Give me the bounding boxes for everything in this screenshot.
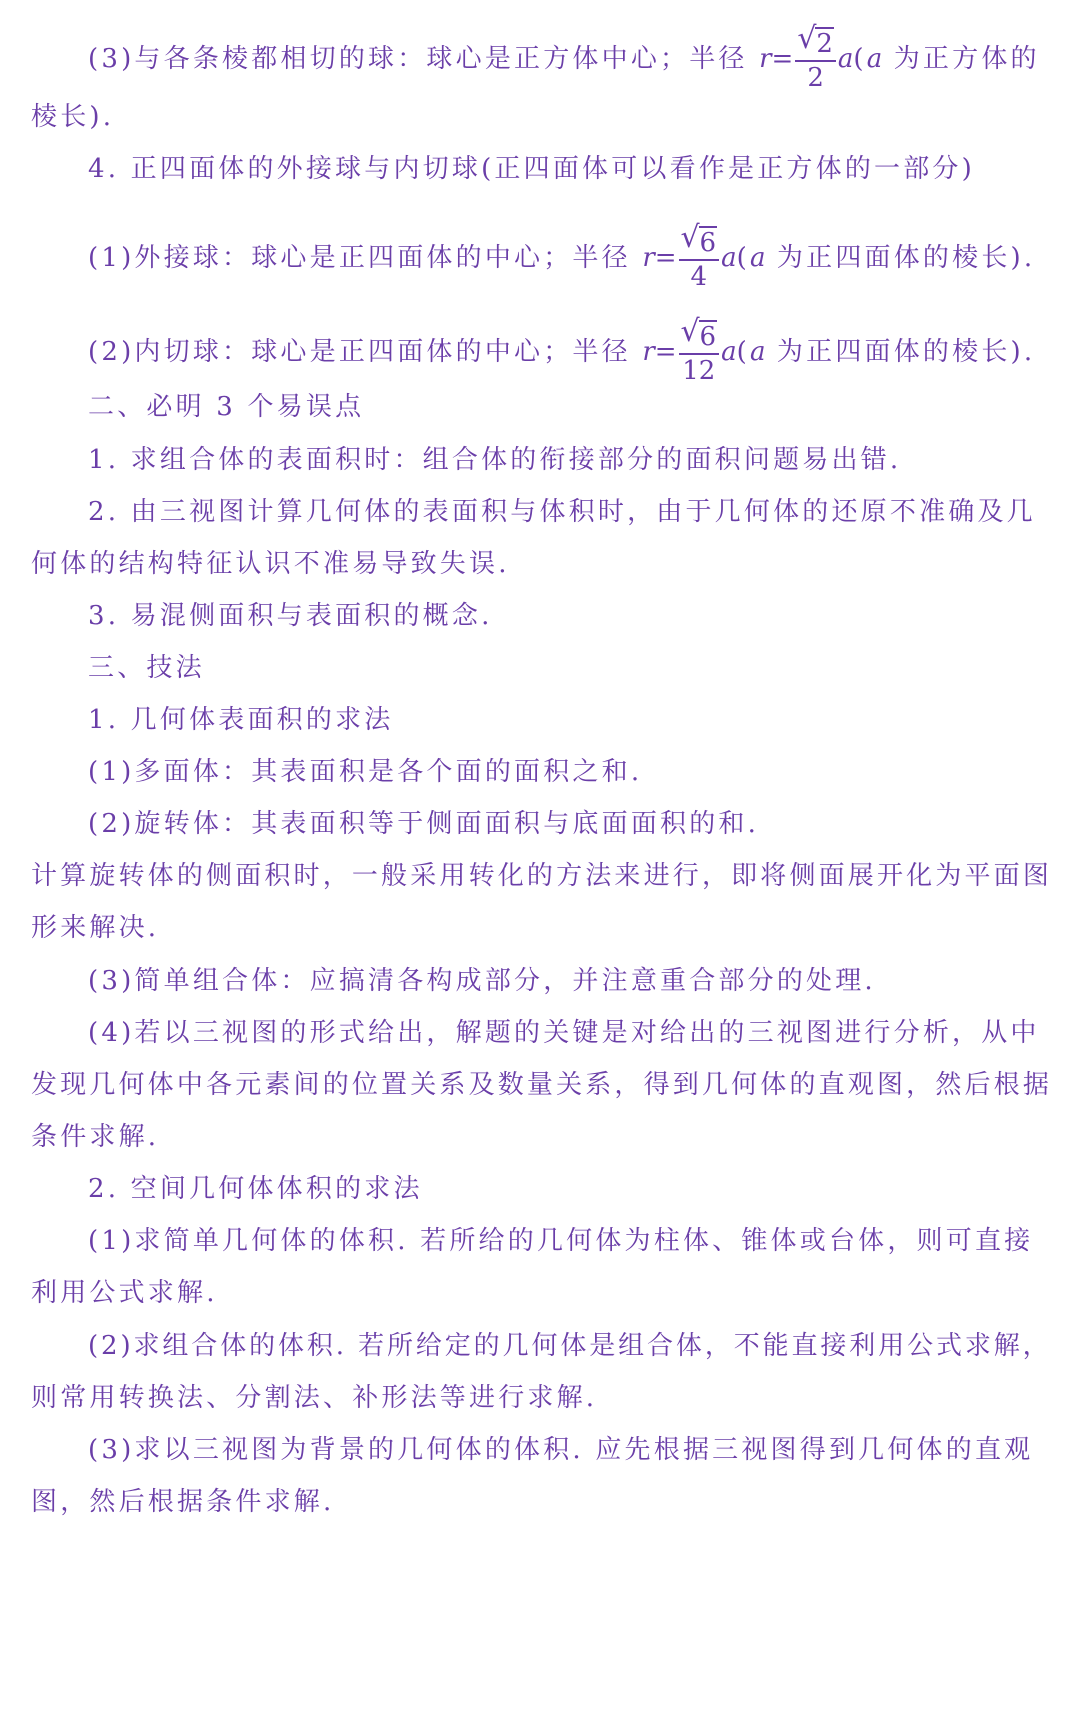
text-line: (2)求组合体的体积. 若所给定的几何体是组合体，不能直接利用公式求解， <box>88 1331 1052 1361</box>
text-line: (3)简单组合体：应搞清各构成部分，并注意重合部分的处理. <box>88 966 876 996</box>
text-segment: 为正四面体的棱长). <box>765 337 1036 367</box>
sqrt-symbol <box>797 27 834 59</box>
text-line-sphere-tangent-edges <box>88 27 1040 93</box>
section-heading-techniques: 三、技法 <box>88 653 205 683</box>
text-segment: ( <box>853 44 867 74</box>
text-segment: (1)外接球：球心是正四面体的中心；半径 <box>88 243 631 273</box>
edge-variable: a <box>721 337 737 367</box>
radius-symbol: r= <box>642 337 677 367</box>
edge-variable: a <box>721 243 737 273</box>
denominator: 2 <box>807 63 824 93</box>
denominator: 4 <box>690 262 708 292</box>
text-line: 棱长). <box>31 102 115 132</box>
subsection-heading-surface-area: 1. 几何体表面积的求法 <box>88 705 394 735</box>
fraction-sqrt2-over-2 <box>795 27 836 93</box>
text-line: (2)旋转体：其表面积等于侧面面积与底面面积的和. <box>88 809 760 839</box>
text-line: 2. 由三视图计算几何体的表面积与体积时，由于几何体的还原不准确及几 <box>88 497 1036 527</box>
edge-variable: a <box>866 44 883 74</box>
text-line: (4)若以三视图的形式给出，解题的关键是对给出的三视图进行分析，从中 <box>88 1018 1040 1048</box>
text-line: 条件求解. <box>31 1122 160 1152</box>
edge-variable: a <box>749 243 766 273</box>
text-segment: 为正四面体的棱长). <box>765 243 1036 273</box>
radius-symbol: r= <box>759 44 794 74</box>
text-line-circumscribed-sphere <box>88 226 1035 292</box>
edge-variable: a <box>837 44 854 74</box>
sqrt-symbol <box>681 320 718 352</box>
section-heading-pitfalls: 二、必明 3 个易误点 <box>88 392 365 422</box>
fraction-sqrt6-over-12 <box>679 320 720 386</box>
text-line-inscribed-sphere <box>88 320 1035 386</box>
text-line: (1)求简单几何体的体积. 若所给的几何体为柱体、锥体或台体，则可直接 <box>88 1226 1034 1256</box>
sqrt-symbol <box>681 226 718 258</box>
radius-symbol: r= <box>642 243 677 273</box>
text-segment: (2)内切球：球心是正四面体的中心；半径 <box>88 337 631 367</box>
denominator: 12 <box>682 356 716 386</box>
radicand: 2 <box>816 29 833 59</box>
text-line: (3)求以三视图为背景的几何体的体积. 应先根据三视图得到几何体的直观 <box>88 1435 1034 1465</box>
text-line: 发现几何体中各元素间的位置关系及数量关系，得到几何体的直观图，然后根据 <box>31 1070 1053 1100</box>
subsection-heading-volume: 2. 空间几何体体积的求法 <box>88 1174 423 1204</box>
text-line: 利用公式求解. <box>31 1278 218 1308</box>
text-line: 1. 求组合体的表面积时：组合体的衔接部分的面积问题易出错. <box>88 445 902 475</box>
radicand: 6 <box>699 322 717 352</box>
text-line: (1)多面体：其表面积是各个面的面积之和. <box>88 757 643 787</box>
text-line: 形来解决. <box>31 913 160 943</box>
text-line: 则常用转换法、分割法、补形法等进行求解. <box>31 1383 598 1413</box>
radicand: 6 <box>699 228 717 258</box>
text-segment: (3)与各条棱都相切的球：球心是正方体中心；半径 <box>88 44 748 74</box>
text-line: 3. 易混侧面积与表面积的概念. <box>88 601 493 631</box>
text-segment: ( <box>736 337 750 367</box>
section-heading-tetrahedron-spheres: 4. 正四面体的外接球与内切球(正四面体可以看作是正方体的一部分) <box>88 154 975 184</box>
fraction-sqrt6-over-4 <box>679 226 720 292</box>
text-segment: 为正方体的 <box>882 44 1040 74</box>
text-segment: ( <box>736 243 750 273</box>
text-line: 图，然后根据条件求解. <box>31 1487 335 1517</box>
text-line: 何体的结构特征认识不准易导致失误. <box>31 549 510 579</box>
text-line: 计算旋转体的侧面积时，一般采用转化的方法来进行，即将侧面展开化为平面图 <box>31 861 1053 891</box>
edge-variable: a <box>749 337 766 367</box>
